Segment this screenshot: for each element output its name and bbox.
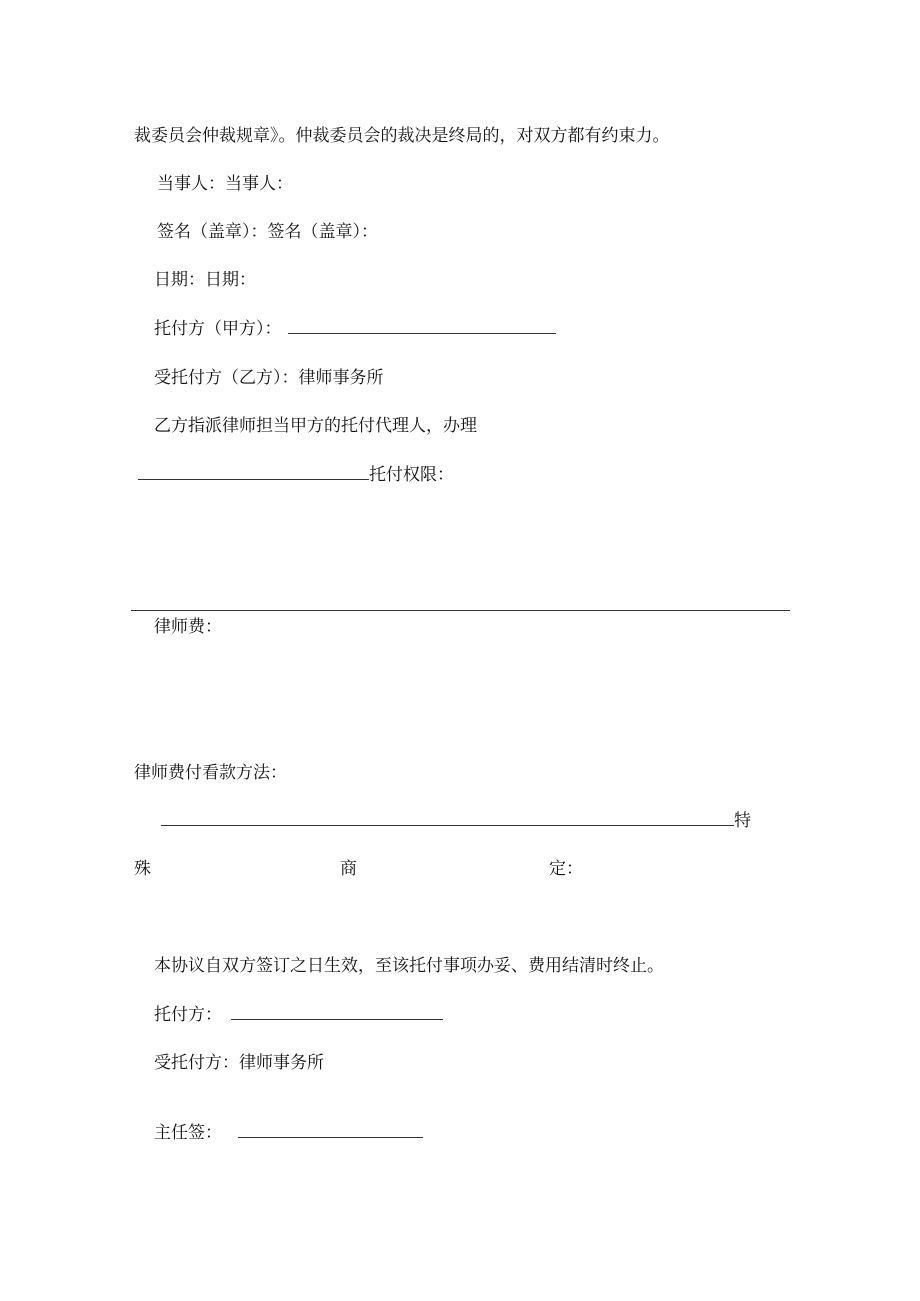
signature-label: 签名（盖章）：签名（盖章）： [157,222,378,242]
special-char-1: 特 [734,811,751,831]
effective-clause: 本协议自双方签订之日生效，至该托付事项办妥、费用结清时终止。 [154,956,664,976]
sign-principal-line [154,1003,443,1027]
principal-name-blank[interactable] [288,317,556,334]
fee-label: 律师费： [154,617,222,637]
matter-blank[interactable] [138,463,369,480]
director-sign-line [154,1121,423,1145]
sign-principal-label: 托付方： [154,1005,222,1025]
agent-label: 受托付方（乙方）：律师事务所 [154,368,384,388]
special-char-4: 定： [549,859,583,879]
principal-label: 托付方（甲方）： [154,319,282,339]
date-label: 日期：日期： [154,270,256,290]
payment-label: 律师费付看款方法： [134,763,287,783]
director-sign-blank[interactable] [238,1121,423,1138]
arbitration-clause: 裁委员会仲裁规章》。仲裁委员会的裁决是终局的，对双方都有约束力。 [134,126,670,146]
special-char-2: 殊 [134,859,151,879]
authority-label: 托付权限： [369,465,454,485]
sign-principal-blank[interactable] [231,1003,443,1020]
authority-line [138,463,454,487]
principal-line [154,317,556,341]
sign-agent-label: 受托付方：律师事务所 [154,1053,324,1073]
special-char-3: 商 [340,859,357,879]
payment-method-blank[interactable] [161,809,734,826]
assignment-text: 乙方指派律师担当甲方的托付代理人，办理 [154,416,477,436]
director-sign-label: 主任签： [154,1123,222,1143]
parties-label: 当事人：当事人： [157,174,293,194]
authority-content-rule[interactable] [131,610,790,611]
payment-line [161,809,751,833]
